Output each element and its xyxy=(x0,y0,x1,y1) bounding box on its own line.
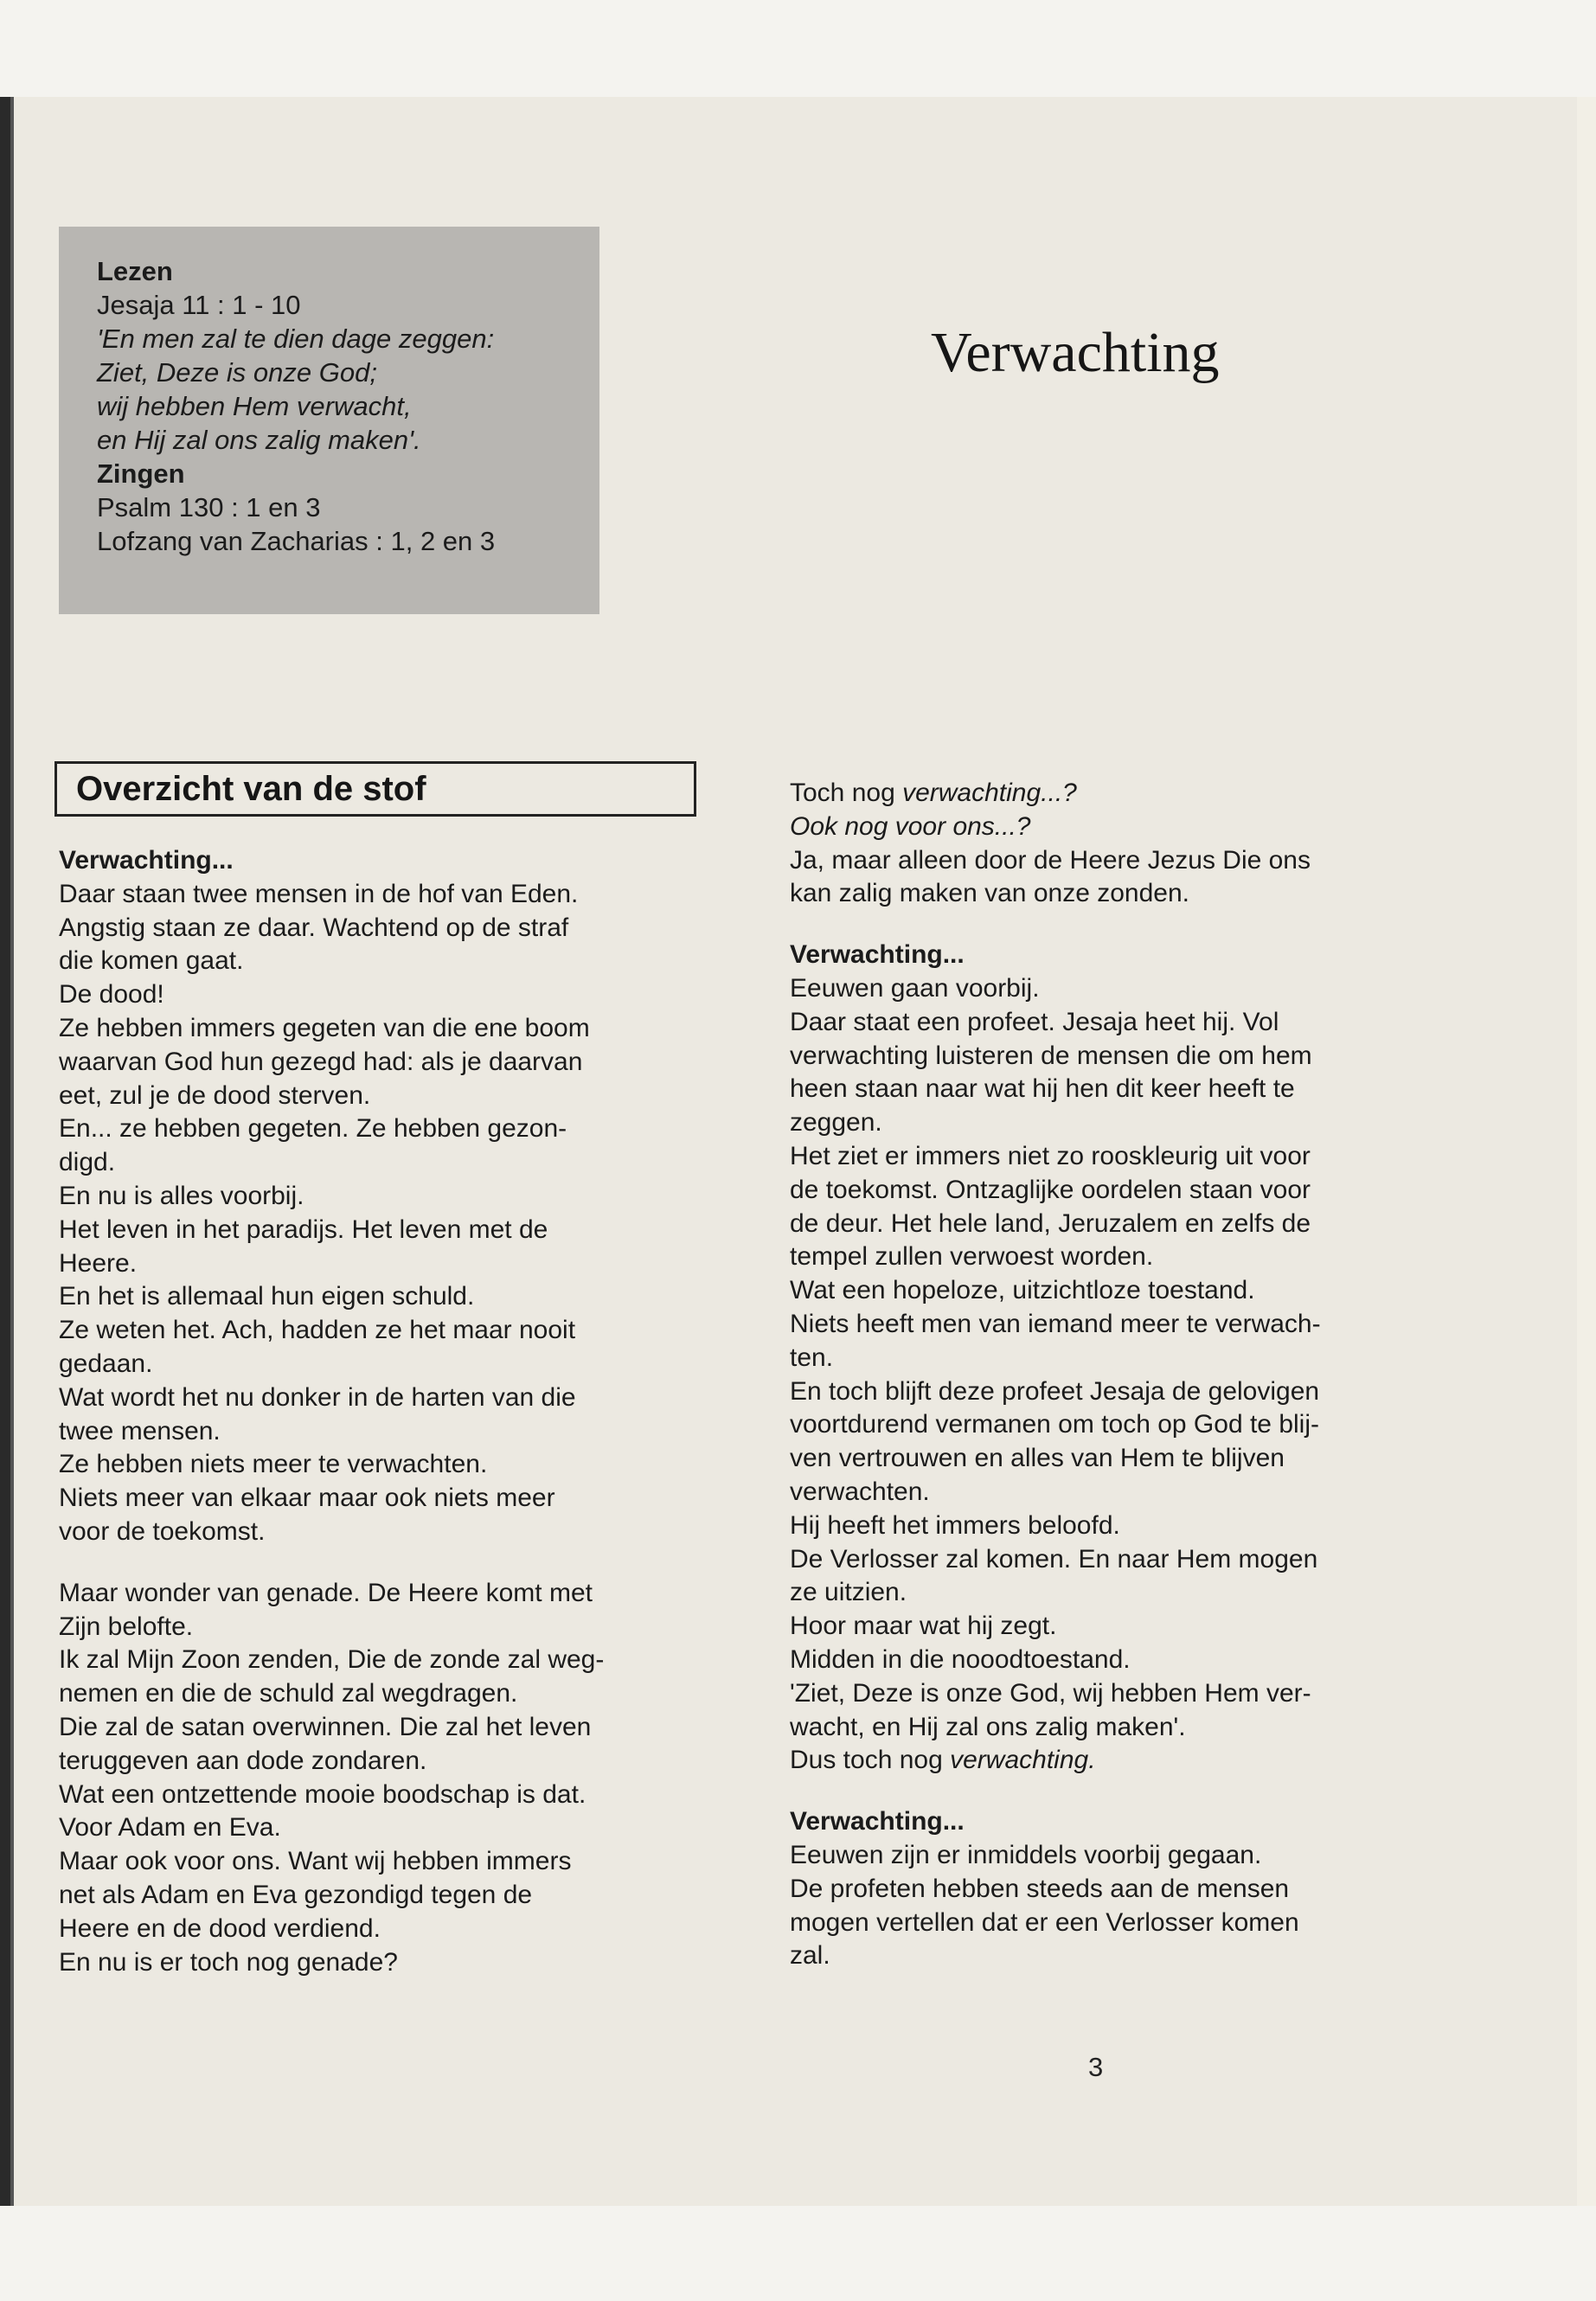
scan-background-top xyxy=(0,0,1596,97)
text-line: digd. xyxy=(59,1148,116,1177)
conclusion-italic: verwachting. xyxy=(950,1746,1096,1775)
reading-box xyxy=(59,227,599,614)
text-line: En nu is er toch nog genade? xyxy=(59,1947,398,1977)
text-line: nemen en die de schuld zal wegdragen. xyxy=(59,1679,518,1708)
text-line: net als Adam en Eva gezondigd tegen de xyxy=(59,1880,533,1909)
text-line: Maar wonder van genade. De Heere komt met xyxy=(59,1578,593,1607)
text-line: De dood! xyxy=(59,980,164,1009)
text-line: En toch blijft deze profeet Jesaja de gelovigen xyxy=(790,1376,1320,1406)
text-line: Hij heeft het immers beloofd. xyxy=(790,1510,1120,1540)
text-line: teruggeven aan dode zondaren. xyxy=(59,1746,427,1775)
section-heading: Verwachting... xyxy=(59,846,234,875)
intro-line xyxy=(790,777,1430,811)
sing-heading: Zingen xyxy=(97,458,185,489)
text-line: Het ziet er immers niet zo rooskleurig uit voor xyxy=(790,1141,1311,1170)
text-line: kan zalig maken van onze zonden. xyxy=(790,879,1189,908)
text-line: Daar staat een profeet. Jesaja heet hij. Vol xyxy=(790,1007,1279,1036)
text-line: Ze hebben niets meer te verwachten. xyxy=(59,1450,488,1479)
text-line: De profeten hebben steeds aan de mensen xyxy=(790,1874,1290,1903)
text-line: Wat een hopeloze, uitzichtloze toestand. xyxy=(790,1276,1255,1305)
text-line: ten. xyxy=(790,1343,834,1372)
text-line: En... ze hebben gegeten. Ze hebben gezon- xyxy=(59,1114,567,1144)
text-line: Ik zal Mijn Zoon zenden, Die de zonde zal weg- xyxy=(59,1645,605,1675)
quote-line: 'En men zal te dien dage zeggen: xyxy=(97,324,495,354)
text-line: Wat een ontzettende mooie boodschap is dat. xyxy=(59,1779,586,1809)
text-line: ze uitzien. xyxy=(790,1578,907,1607)
text-line: En nu is alles voorbij. xyxy=(59,1181,304,1210)
text-line: voortdurend vermanen om toch op God te blij- xyxy=(790,1410,1319,1439)
intro-plain: Toch nog xyxy=(790,779,903,807)
song-line: Psalm 130 : 1 en 3 xyxy=(97,492,321,522)
read-heading: Lezen xyxy=(97,256,173,286)
text-line: Voor Adam en Eva. xyxy=(59,1813,281,1843)
text-line: gedaan. xyxy=(59,1349,153,1378)
left-paragraph-2 xyxy=(59,1577,699,1980)
page-title: Verwachting xyxy=(931,321,1220,384)
text-line: de toekomst. Ontzaglijke oordelen staan voor xyxy=(790,1175,1311,1204)
text-line: 'Ziet, Deze is onze God, wij hebben Hem ver- xyxy=(790,1678,1311,1708)
conclusion-line xyxy=(790,1744,1430,1778)
section-heading: Verwachting... xyxy=(790,940,965,970)
text-line: Ja, maar alleen door de Heere Jezus Die ons xyxy=(790,845,1311,875)
text-line: Eeuwen zijn er inmiddels voorbij gegaan. xyxy=(790,1840,1262,1869)
text-line: Daar staan twee mensen in de hof van Eden. xyxy=(59,879,579,908)
right-paragraph-3 xyxy=(790,1839,1430,1973)
text-line: waarvan God hun gezegd had: als je daarvan xyxy=(59,1047,583,1076)
text-line: Angstig staan ze daar. Wachtend op de straf xyxy=(59,913,569,942)
left-column xyxy=(59,844,699,1979)
song-line: Lofzang van Zacharias : 1, 2 en 3 xyxy=(97,526,496,556)
text-line: twee mensen. xyxy=(59,1416,221,1445)
conclusion-plain: Dus toch nog xyxy=(790,1746,951,1775)
text-line: ven vertrouwen en alles van Hem te blijven xyxy=(790,1444,1285,1473)
text-line: wacht, en Hij zal ons zalig maken'. xyxy=(790,1712,1186,1741)
text-line: mogen vertellen dat er een Verlosser komen xyxy=(790,1907,1299,1937)
text-line: verwachten. xyxy=(790,1477,930,1506)
text-line: Die zal de satan overwinnen. Die zal het leven xyxy=(59,1712,592,1741)
text-line: Het leven in het paradijs. Het leven met de xyxy=(59,1215,548,1244)
text-line: voor de toekomst. xyxy=(59,1516,266,1546)
text-line: Midden in die nooodtoestand. xyxy=(790,1644,1131,1674)
intro-italic: verwachting...? xyxy=(902,779,1077,807)
text-line: eet, zul je de dood sterven. xyxy=(59,1080,371,1110)
text-line: tempel zullen verwoest worden. xyxy=(790,1242,1154,1272)
text-line: die komen gaat. xyxy=(59,946,244,976)
page-edge xyxy=(1577,97,1596,2206)
text-line: Hoor maar wat hij zegt. xyxy=(790,1612,1057,1641)
intro-line-2: Ook nog voor ons...? xyxy=(790,811,1031,841)
right-paragraph-2 xyxy=(790,972,1430,1744)
text-line: Niets meer van elkaar maar ook niets meer xyxy=(59,1484,555,1513)
quote-line: Ziet, Deze is onze God; xyxy=(97,357,377,388)
text-line: de deur. Het hele land, Jeruzalem en zelfs de xyxy=(790,1208,1311,1238)
text-line: verwachting luisteren de mensen die om hem xyxy=(790,1041,1312,1070)
text-line: Maar ook voor ons. Want wij hebben immers xyxy=(59,1847,572,1876)
scripture-reference: Jesaja 11 : 1 - 10 xyxy=(97,290,301,320)
text-line: Zijn belofte. xyxy=(59,1612,194,1641)
text-line: Ze hebben immers gegeten van die ene boom xyxy=(59,1013,590,1042)
quote-line: wij hebben Hem verwacht, xyxy=(97,391,412,421)
section-heading: Verwachting... xyxy=(790,1807,965,1836)
text-line: zal. xyxy=(790,1941,830,1971)
quote-line: en Hij zal ons zalig maken'. xyxy=(97,425,421,455)
text-line: En het is allemaal hun eigen schuld. xyxy=(59,1282,475,1311)
text-line: Wat wordt het nu donker in de harten van die xyxy=(59,1382,576,1412)
text-line: Heere en de dood verdiend. xyxy=(59,1913,381,1943)
text-line: Niets heeft men van iemand meer te verwach- xyxy=(790,1309,1321,1338)
text-line: Heere. xyxy=(59,1248,138,1278)
text-line: heen staan naar wat hij hen dit keer heeft te xyxy=(790,1074,1295,1104)
text-line: Eeuwen gaan voorbij. xyxy=(790,973,1040,1003)
right-column xyxy=(790,777,1430,1973)
left-paragraph-1 xyxy=(59,878,699,1549)
text-line: zeggen. xyxy=(790,1108,882,1138)
overview-heading: Overzicht van de stof xyxy=(54,761,696,817)
page-number: 3 xyxy=(1088,2052,1104,2082)
scan-background-bottom xyxy=(0,2206,1596,2301)
text-line: De Verlosser zal komen. En naar Hem mogen xyxy=(790,1544,1318,1574)
text-line: Ze weten het. Ach, hadden ze het maar nooit xyxy=(59,1316,576,1345)
